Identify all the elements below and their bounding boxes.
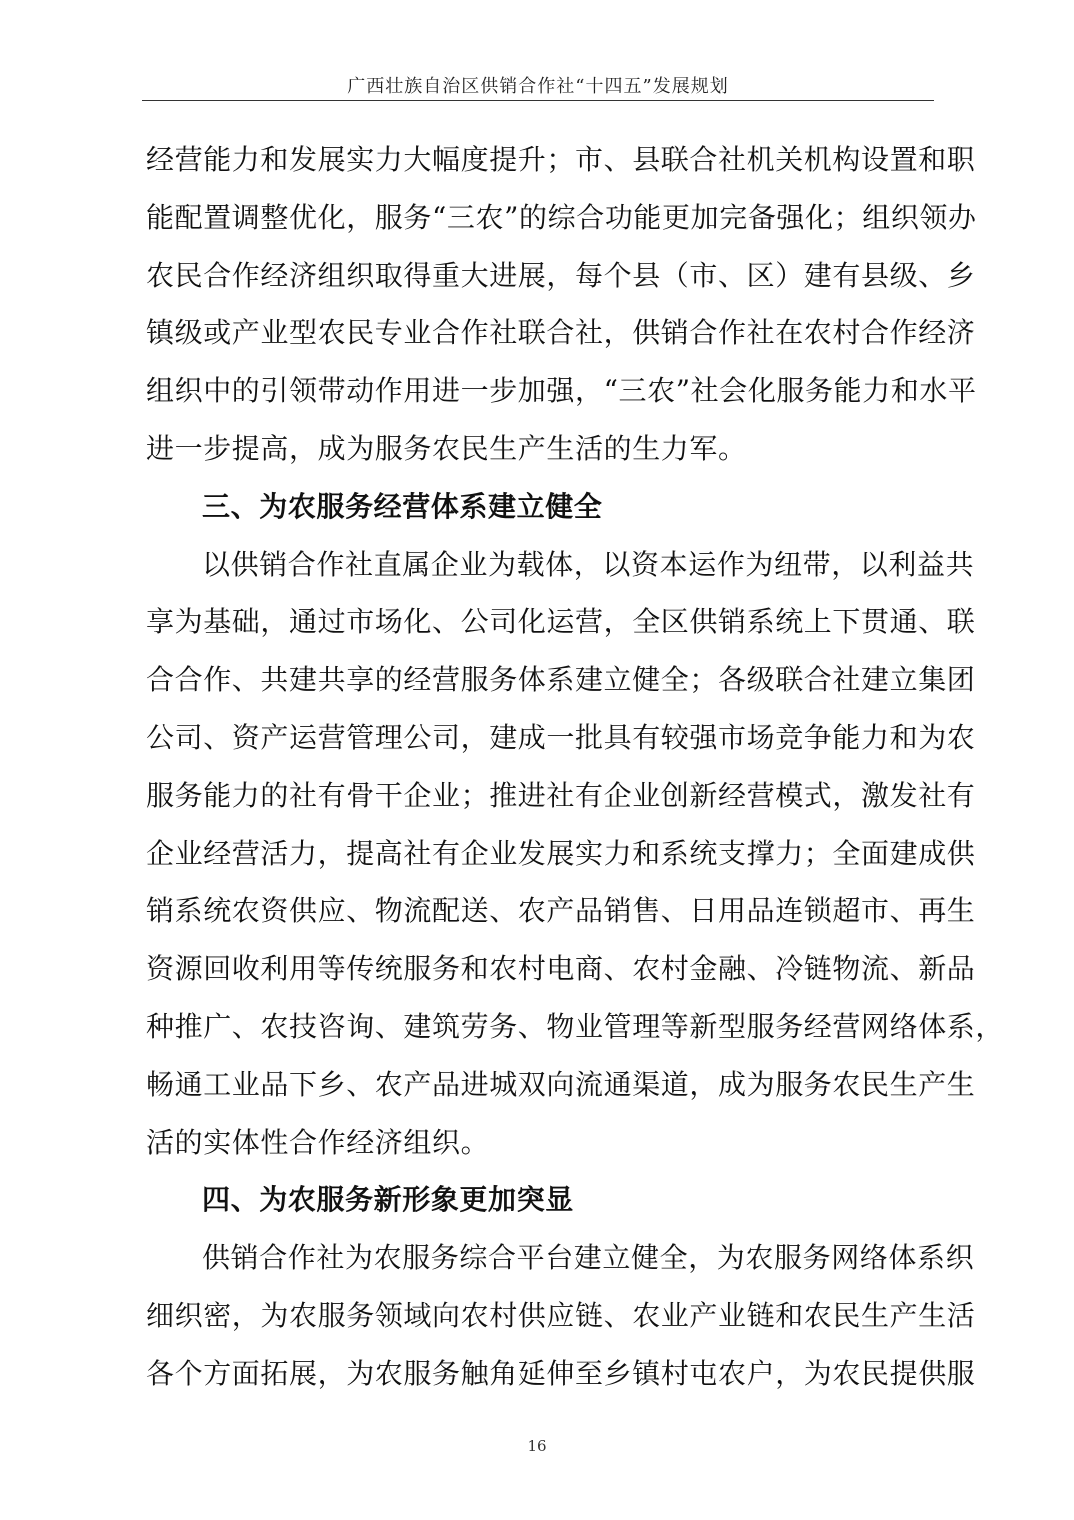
paragraph-line: 销系统农资供应、物流配送、农产品销售、日用品连锁超市、再生 xyxy=(146,894,976,928)
paragraph-line: 细织密，为农服务领域向农村供应链、农业产业链和农民生产生活 xyxy=(146,1298,976,1332)
paragraph-line: 能配置调整优化，服务“三农”的综合功能更加完备强化；组织领办 xyxy=(146,200,977,234)
paragraph-line: 服务能力的社有骨干企业；推进社有企业创新经营模式，激发社有 xyxy=(146,778,976,812)
paragraph-line: 活的实体性合作经济组织。 xyxy=(146,1125,490,1159)
section-heading-4: 四、为农服务新形象更加突显 xyxy=(202,1183,574,1217)
section-heading-3: 三、为农服务经营体系建立健全 xyxy=(202,489,603,523)
paragraph-line: 畅通工业品下乡、农产品进城双向流通渠道，成为服务农民生产生 xyxy=(146,1067,976,1101)
page-header-title: 广西壮族自治区供销合作社“十四五”发展规划 xyxy=(347,76,729,97)
paragraph-line: 各个方面拓展，为农服务触角延伸至乡镇村屯农户，为农民提供服 xyxy=(146,1356,976,1390)
paragraph-line: 公司、资产运营管理公司，建成一批具有较强市场竞争能力和为农 xyxy=(146,720,976,754)
header-divider xyxy=(142,100,934,101)
paragraph-line: 供销合作社为农服务综合平台建立健全，为农服务网络体系织 xyxy=(202,1241,975,1275)
paragraph-line: 种推广、农技咨询、建筑劳务、物业管理等新型服务经营网络体系， xyxy=(146,1009,1005,1043)
paragraph-line: 镇级或产业型农民专业合作社联合社，供销合作社在农村合作经济 xyxy=(146,316,976,350)
body-text xyxy=(146,131,1005,1403)
paragraph-line: 农民合作经济组织取得重大进展，每个县（市、区）建有县级、乡 xyxy=(146,258,976,292)
paragraph-line: 组织中的引领带动作用进一步加强，“三农”社会化服务能力和水平 xyxy=(146,374,977,408)
paragraph-line: 以供销合作社直属企业为载体，以资本运作为纽带，以利益共 xyxy=(202,547,975,581)
paragraph-line: 进一步提高，成为服务农民生产生活的生力军。 xyxy=(146,431,747,465)
page-number: 16 xyxy=(527,1437,547,1455)
paragraph-line: 资源回收利用等传统服务和农村电商、农村金融、冷链物流、新品 xyxy=(146,952,976,986)
paragraph-line: 经营能力和发展实力大幅度提升；市、县联合社机关机构设置和职 xyxy=(146,143,976,176)
paragraph-line: 企业经营活力，提高社有企业发展实力和系统支撑力；全面建成供 xyxy=(146,836,976,870)
paragraph-line: 享为基础，通过市场化、公司化运营，全区供销系统上下贯通、联 xyxy=(146,605,976,639)
paragraph-line: 合合作、共建共享的经营服务体系建立健全；各级联合社建立集团 xyxy=(146,663,976,697)
